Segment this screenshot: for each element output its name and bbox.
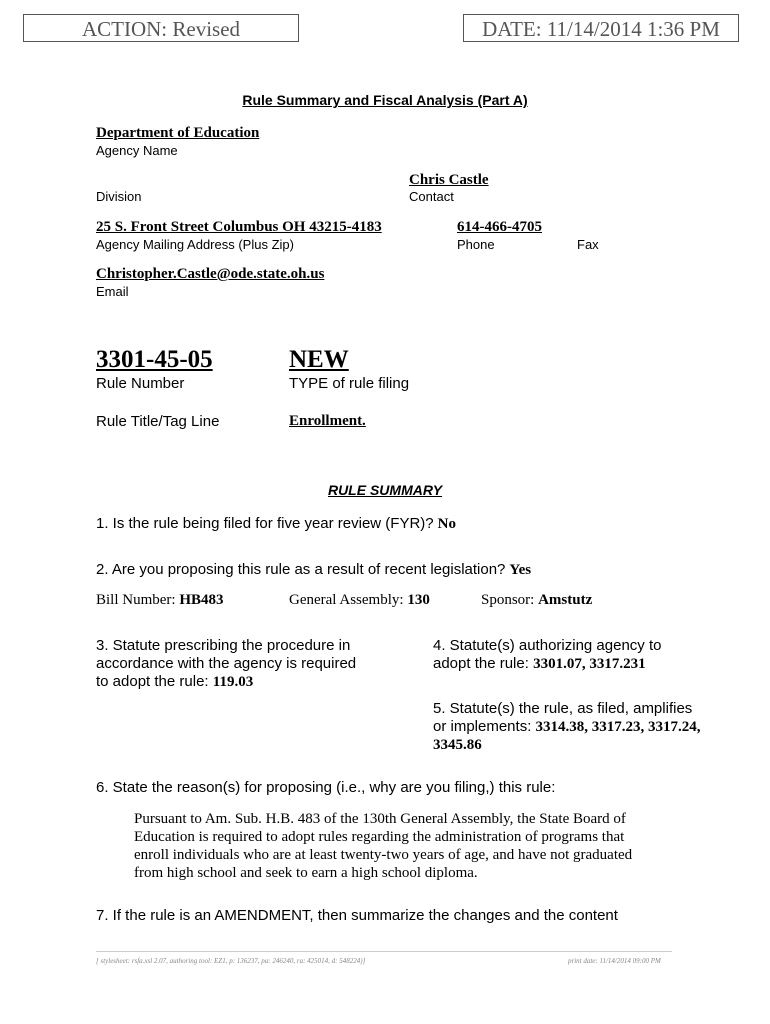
general-assembly xyxy=(289,592,430,609)
action-text: ACTION: Revised xyxy=(81,17,241,41)
rule-title-value: Enrollment. xyxy=(289,413,366,429)
date-box xyxy=(463,14,739,42)
bill-number xyxy=(96,592,224,609)
bill-number-value: HB483 xyxy=(179,592,224,608)
bill-number-label: Bill Number: xyxy=(96,592,176,608)
question-2-answer: Yes xyxy=(509,562,532,578)
rule-number-value: 3301-45-05 xyxy=(96,346,213,373)
answer-line: enroll individuals who are at least twenty-two years of age, and have not graduated xyxy=(134,847,633,863)
question-6-text: 6. State the reason(s) for proposing (i.e., why are you filing,) this rule: xyxy=(96,779,556,796)
answer-line: from high school and seek to earn a high school diploma. xyxy=(134,865,478,881)
action-status-box xyxy=(23,14,299,42)
question-4-answer: 3301.07, 3317.231 xyxy=(533,656,646,672)
general-assembly-label: General Assembly: xyxy=(289,592,404,608)
question-5-line-1: 5. Statute(s) the rule, as filed, amplifies xyxy=(433,700,693,717)
general-assembly-value: 130 xyxy=(407,592,430,608)
agency-name-label: Agency Name xyxy=(96,143,178,158)
rule-summary-heading: RULE SUMMARY xyxy=(327,482,443,498)
question-6-answer xyxy=(134,810,632,882)
question-1 xyxy=(96,515,456,533)
question-4 xyxy=(433,637,661,673)
question-1-answer: No xyxy=(437,516,456,532)
document-title: Rule Summary and Fiscal Analysis (Part A) xyxy=(242,92,528,108)
phone-value: 614-466-4705 xyxy=(457,219,542,235)
email-value: Christopher.Castle@ode.state.oh.us xyxy=(96,266,325,282)
address-value: 25 S. Front Street Columbus OH 43215-4183 xyxy=(96,219,382,235)
question-3-line-1: 3. Statute prescribing the procedure in xyxy=(96,637,351,654)
rule-number-label: Rule Number xyxy=(96,375,185,392)
question-2 xyxy=(96,561,531,579)
date-text: DATE: 11/14/2014 1:36 PM xyxy=(482,17,720,41)
question-5 xyxy=(433,700,701,754)
phone-label: Phone xyxy=(457,237,495,252)
agency-name-value: Department of Education xyxy=(96,125,260,141)
question-4-line-1: 4. Statute(s) authorizing agency to xyxy=(433,637,662,654)
question-3-line-3: to adopt the rule: xyxy=(96,673,209,690)
question-5-answer-line-3: 3345.86 xyxy=(433,737,482,753)
question-3 xyxy=(96,637,356,691)
sponsor-label: Sponsor: xyxy=(481,592,535,608)
rule-type-value: NEW xyxy=(289,346,349,373)
footer-divider xyxy=(96,951,672,952)
footer-stylesheet-info: [ stylesheet: rsfa.xsl 2.07, authoring tool: EZ1, p: 136237, pa: 246240, ra: 425014, d: 548224)] xyxy=(96,957,366,965)
sponsor-value: Amstutz xyxy=(538,592,593,608)
rule-type-label: TYPE of rule filing xyxy=(289,375,410,392)
answer-line: Pursuant to Am. Sub. H.B. 483 of the 130th General Assembly, the State Board of xyxy=(134,811,626,827)
sponsor xyxy=(481,592,592,609)
question-5-answer-line-2: 3314.38, 3317.23, 3317.24, xyxy=(535,719,701,735)
contact-value: Chris Castle xyxy=(409,172,489,188)
question-5-line-2: or implements: xyxy=(433,718,532,735)
address-label: Agency Mailing Address (Plus Zip) xyxy=(96,237,294,252)
question-3-answer: 119.03 xyxy=(212,674,254,690)
question-2-text: 2. Are you proposing this rule as a result of recent legislation? xyxy=(96,561,506,578)
rule-title-label: Rule Title/Tag Line xyxy=(96,413,220,430)
question-7-text: 7. If the rule is an AMENDMENT, then summarize the changes and the content xyxy=(96,907,618,924)
question-1-text: 1. Is the rule being filed for five year review (FYR)? xyxy=(96,515,434,532)
division-label: Division xyxy=(96,189,142,204)
question-3-line-2: accordance with the agency is required xyxy=(96,655,357,672)
fax-label: Fax xyxy=(577,237,599,252)
email-label: Email xyxy=(96,284,129,299)
footer-print-date: print date: 11/14/2014 09:00 PM xyxy=(568,957,661,965)
question-4-line-2: adopt the rule: xyxy=(433,655,529,672)
contact-label: Contact xyxy=(409,189,454,204)
answer-line: Education is required to adopt rules regarding the administration of programs that xyxy=(134,829,625,845)
